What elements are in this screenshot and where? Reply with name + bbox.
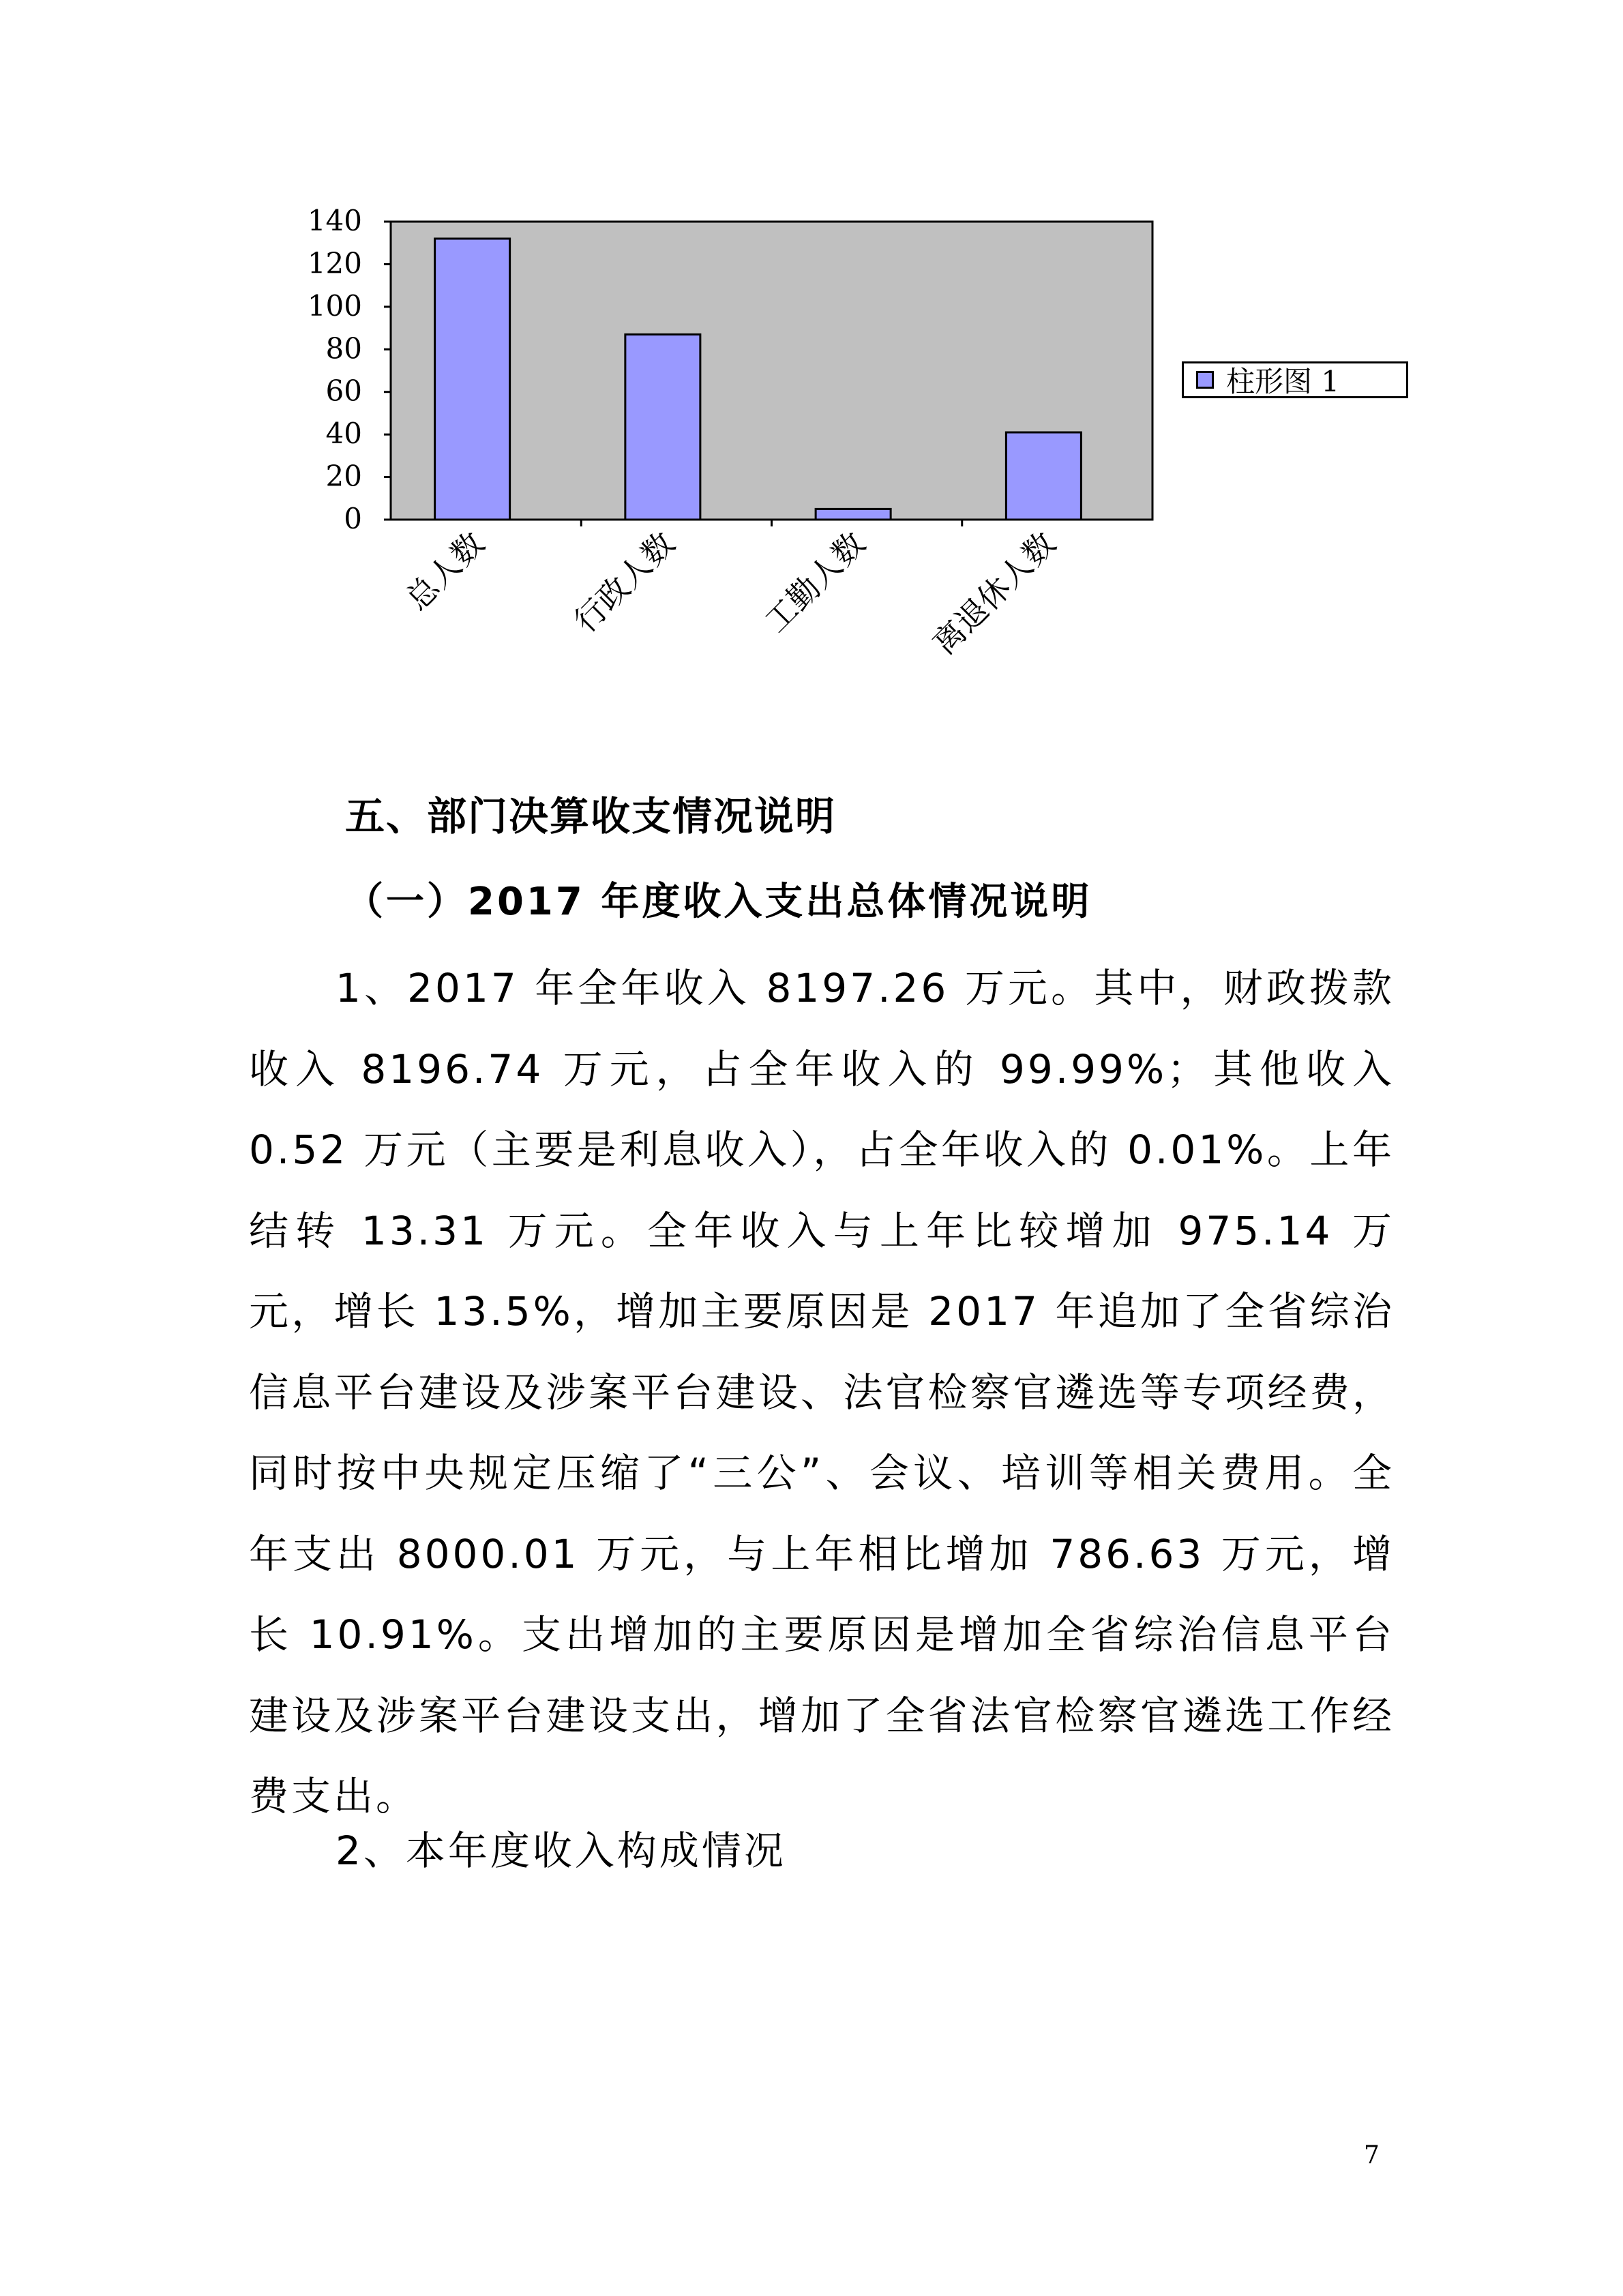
bar-2 <box>625 334 700 520</box>
x-tick-label: 工勤人数 <box>757 524 872 640</box>
y-tick-label: 40 <box>325 417 362 451</box>
paragraph-income-summary: 1、2017 年全年收入 8197.26 万元。其中，财政拨款收入 8196.74 万元，占全年收入的 99.99%；其他收入 0.52 万元（主要是利息收入），占全年收入的 0.01%。上年结转 13.31 万元。全年收入与上年比较增加 975.14 万元，增长 13.5%，增加主要原因是 2017 年追加了全省综治信息平台建设及涉案平台建设、法官检察官遴选等专项经费，同时按中央规定压缩了“三公”、会议、培训等相关费用。全年支出 8000.01 万元，与上年相比增加 786.63 万元，增长 10.91%。支出增加的主要原因是增加全省综治信息平台建设及涉案平台建设支出，增加了全省法官检察官遴选工作经费支出。 <box>249 965 1395 1819</box>
legend-label: 柱形图 1 <box>1226 365 1340 398</box>
y-tick-label: 0 <box>344 502 362 535</box>
chart-legend <box>1182 361 1408 398</box>
y-tick-label: 100 <box>307 288 362 323</box>
staff-bar-chart <box>259 198 1173 730</box>
y-tick-label: 140 <box>307 204 362 237</box>
y-tick-label: 20 <box>325 459 362 493</box>
subsection-title: （一）2017 年度收入支出总体情况说明 <box>345 880 1092 924</box>
y-tick-label: 120 <box>307 246 362 280</box>
bar-3 <box>816 509 891 520</box>
x-tick-label: 离退休人数 <box>925 524 1063 662</box>
y-tick-label: 80 <box>325 331 362 366</box>
page-number: 7 <box>1364 2141 1380 2169</box>
bar-4 <box>1006 432 1081 520</box>
paragraph-income-composition: 2、本年度收入构成情况 <box>336 1828 786 1874</box>
x-tick-label: 行政人数 <box>567 524 682 640</box>
x-tick-label: 总人数 <box>398 524 492 618</box>
section-title: 五、部门决算收支情况说明 <box>345 793 837 839</box>
y-tick-label: 60 <box>325 374 362 408</box>
legend-swatch <box>1196 371 1214 389</box>
bar-1 <box>435 239 510 520</box>
